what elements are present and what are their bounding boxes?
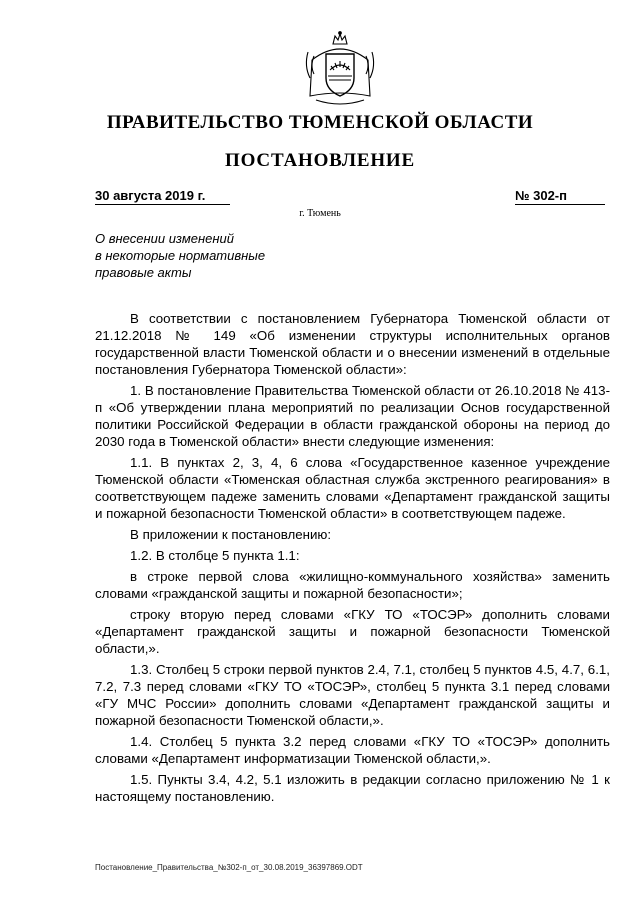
body-paragraph: 1.3. Столбец 5 строки первой пунктов 2.4, 7.1, столбец 5 пунктов 4.5, 4.7, 6.1, 7.2, 7.3 перед словами «ГКУ ТО «ТОСЭР», столбец 5 пункта 3.1 перед словами «ГУ МЧС России» дополнить словами «Департамент гражданской защиты и пожарной безопасности Тюменской области,». [95,662,610,728]
document-subject [95,230,295,281]
document-city: г. Тюмень [299,208,341,219]
body-paragraph: в строке первой слова «жилищно-коммунального хозяйства» заменить словами «гражданской защиты и пожарной безопасности»; [95,569,610,601]
body-paragraph: 1.2. В столбце 5 пункта 1.1: [130,548,300,563]
body-paragraph: 1. В постановление Правительства Тюменской области от 26.10.2018 № 413-п «Об утверждении плана мероприятий по реализации Основ государственной политики Российской Федерации в области гражданской обороны на период до 2030 года в Тюменской области» внести следующие изменения: [95,383,610,449]
body-paragraph: строку вторую перед словами «ГКУ ТО «ТОСЭР» дополнить словами «Департамент гражданской защиты и пожарной безопасности Тюменской области,». [95,607,610,656]
document-date: 30 августа 2019 г. [95,188,230,205]
subject-line: О внесении изменений [95,231,234,246]
document-body [95,310,610,809]
subject-line: правовые акты [95,265,192,280]
document-number: № 302-п [515,188,605,205]
government-title: ПРАВИТЕЛЬСТВО ТЮМЕНСКОЙ ОБЛАСТИ [106,112,534,133]
footer-filename: Постановление_Правительства_№302-п_от_30.08.2019_36397869.ODT [95,863,363,872]
body-paragraph: В соответствии с постановлением Губернатора Тюменской области от 21.12.2018 № 149 «Об изменении структуры исполнительных органов государственной власти Тюменской области и о внесении изменений в отдельные постановления Губернатора Тюменской области»: [95,311,610,377]
body-paragraph: В приложении к постановлению: [130,527,332,542]
body-paragraph: 1.4. Столбец 5 пункта 3.2 перед словами «ГКУ ТО «ТОСЭР» дополнить словами «Департамент информатизации Тюменской области,». [95,734,610,766]
document-type-title: ПОСТАНОВЛЕНИЕ [225,150,415,171]
body-paragraph: 1.1. В пунктах 2, 3, 4, 6 слова «Государственное казенное учреждение Тюменской области «Тюменская областная служба экстренного реагирования» в соответствующем падеже заменить словами «Департамент гражданской защиты и пожарной безопасности Тюменской области» в соответствующем падеже. [95,455,610,521]
coat-of-arms-icon [300,30,380,110]
body-paragraph: 1.5. Пункты 3.4, 4.2, 5.1 изложить в редакции согласно приложению № 1 к настоящему постановлению. [95,772,610,804]
subject-line: в некоторые нормативные [95,248,266,263]
